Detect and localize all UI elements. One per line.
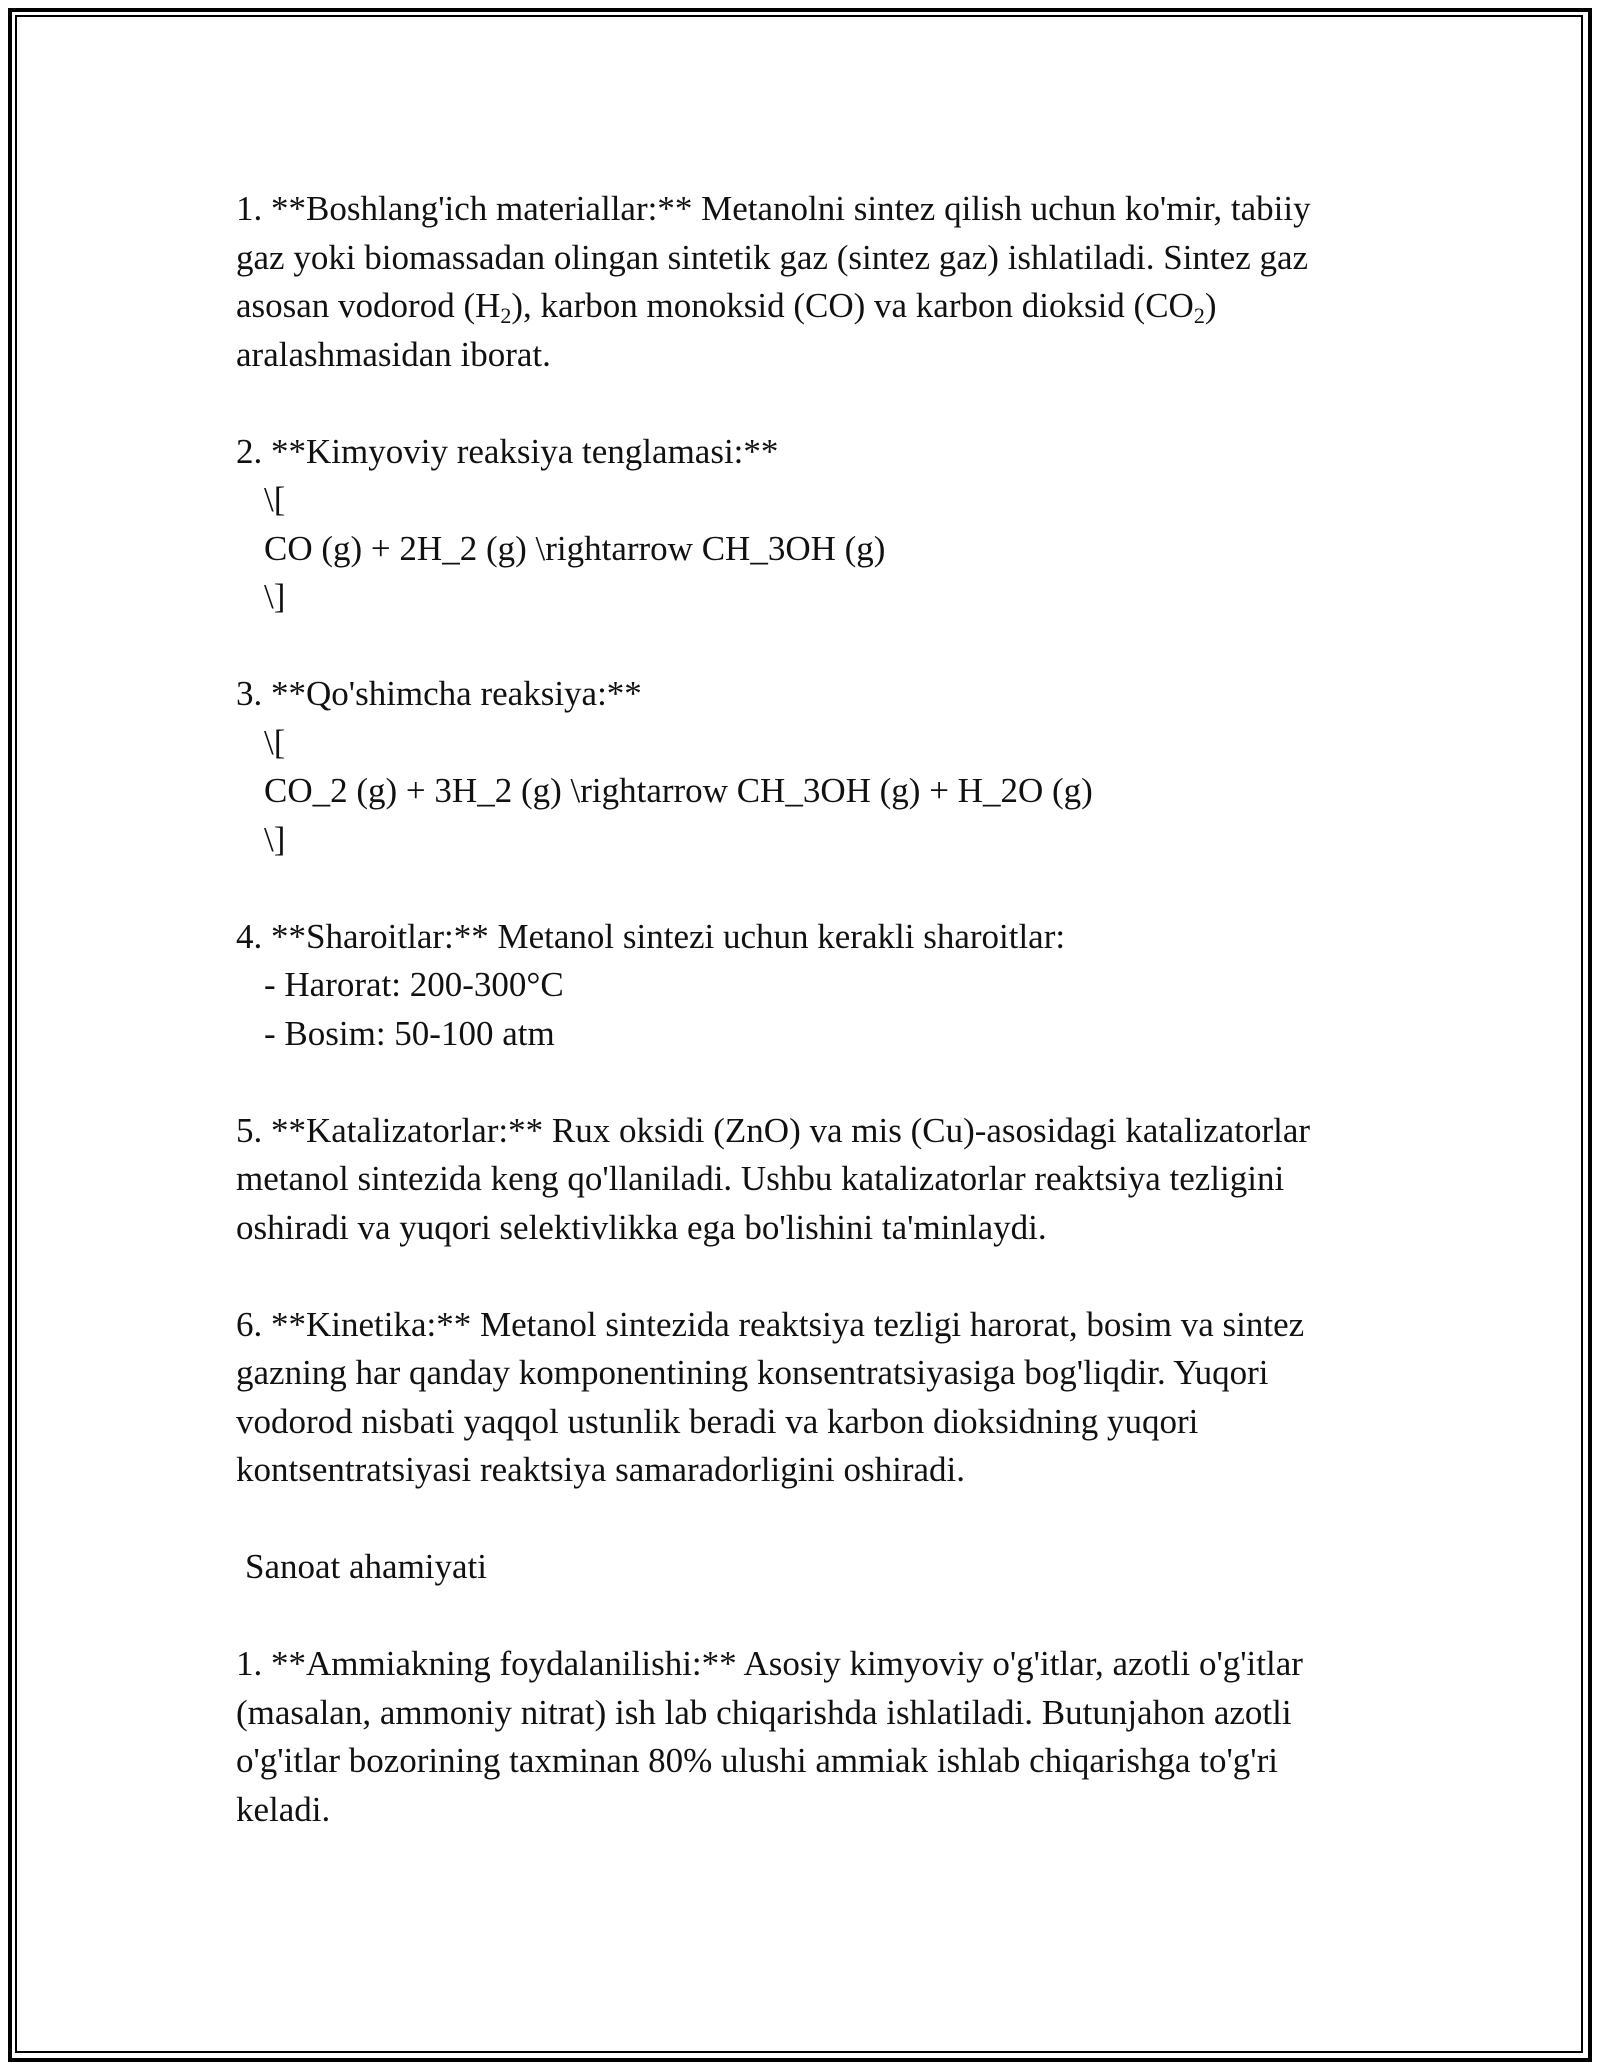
item-1-line-3-part-c: ) xyxy=(1204,286,1217,325)
section-item-1-line-2: (masalan, ammoniy nitrat) ish lab chiqarishda ishlatiladi. Butunjahon azotli xyxy=(236,1692,1292,1732)
item-3-paragraph xyxy=(236,670,1386,864)
item-6-line-2: gazning har qanday komponentining konsentratsiyasiga bog'liqdir. Yuqori xyxy=(236,1353,1269,1392)
item-4-paragraph xyxy=(236,913,1386,1059)
section-item-1-line-3: o'g'itlar bozorining taxminan 80% ulushi ammiak ishlab chiqarishga to'g'ri xyxy=(236,1741,1278,1780)
item-3-title: 3. **Qo'shimcha reaksiya:** xyxy=(236,674,642,713)
co2-subscript: 2 xyxy=(1193,303,1205,328)
spacer xyxy=(236,1495,1386,1544)
item-4-bullet-pressure: - Bosim: 50-100 atm xyxy=(264,1013,555,1053)
spacer xyxy=(236,1058,1386,1107)
item-5-line-3: oshiradi va yuqori selektivlikka ega bo'lishini ta'minlaydi. xyxy=(236,1207,1047,1247)
spacer xyxy=(236,622,1386,671)
item-2-equation: CO (g) + 2H_2 (g) \rightarrow CH_3OH (g) xyxy=(264,528,886,568)
spacer xyxy=(236,1252,1386,1301)
item-1-line-3-part-a: asosan vodorod (H xyxy=(236,286,501,325)
item-5-line-1: 5. **Katalizatorlar:** Rux oksidi (ZnO) va mis (Cu)-asosidagi katalizatorlar xyxy=(236,1110,1311,1150)
section-item-1-paragraph xyxy=(236,1640,1386,1834)
item-2-title: 2. **Kimyoviy reaksiya tenglamasi:** xyxy=(236,431,779,471)
item-1-paragraph xyxy=(236,185,1386,379)
spacer xyxy=(236,1592,1386,1641)
item-6-line-4: kontsentratsiyasi reaktsiya samaradorligini oshiradi. xyxy=(236,1450,965,1489)
section-heading: Sanoat ahamiyati xyxy=(245,1547,488,1586)
item-3-latex-close: \] xyxy=(264,819,286,859)
section-heading-paragraph xyxy=(236,1543,1386,1592)
item-6-line-1: 6. **Kinetika:** Metanol sintezida reaktsiya tezligi harorat, bosim va sintez xyxy=(236,1304,1305,1344)
item-4-bullet-temperature: - Harorat: 200-300°C xyxy=(264,965,564,1004)
item-2-latex-close: \] xyxy=(264,577,286,616)
h2-subscript: 2 xyxy=(500,303,512,328)
item-4-title: 4. **Sharoitlar:** Metanol sintezi uchun kerakli sharoitlar: xyxy=(236,916,1066,956)
item-3-equation: CO_2 (g) + 3H_2 (g) \rightarrow CH_3OH (g) + H_2O (g) xyxy=(264,771,1093,810)
document-body xyxy=(236,185,1386,1834)
item-5-paragraph xyxy=(236,1107,1386,1253)
item-5-line-2: metanol sintezida keng qo'llaniladi. Ushbu katalizatorlar reaktsiya tezligini xyxy=(236,1159,1285,1198)
item-2-latex-open: \[ xyxy=(264,480,286,519)
item-2-paragraph xyxy=(236,428,1386,622)
item-3-latex-open: \[ xyxy=(264,722,286,762)
item-6-paragraph xyxy=(236,1301,1386,1495)
item-1-line-3 xyxy=(236,282,1386,331)
item-1-line-1: 1. **Boshlang'ich materiallar:** Metanolni sintez qilish uchun ko'mir, tabiiy xyxy=(236,189,1311,228)
item-6-line-3: vodorod nisbati yaqqol ustunlik beradi va karbon dioksidning yuqori xyxy=(236,1401,1199,1441)
section-item-1-line-1: 1. **Ammiakning foydalanilishi:** Asosiy kimyoviy o'g'itlar, azotli o'g'itlar xyxy=(236,1644,1303,1683)
item-1-line-2: gaz yoki biomassadan olingan sintetik gaz (sintez gaz) ishlatiladi. Sintez gaz xyxy=(236,237,1309,277)
item-1-line-3-part-b: ), karbon monoksid (CO) va karbon dioksid (CO xyxy=(511,286,1194,325)
spacer xyxy=(236,864,1386,913)
section-item-1-line-4: keladi. xyxy=(236,1789,331,1829)
spacer xyxy=(236,379,1386,428)
item-1-line-4: aralashmasidan iborat. xyxy=(236,334,551,374)
